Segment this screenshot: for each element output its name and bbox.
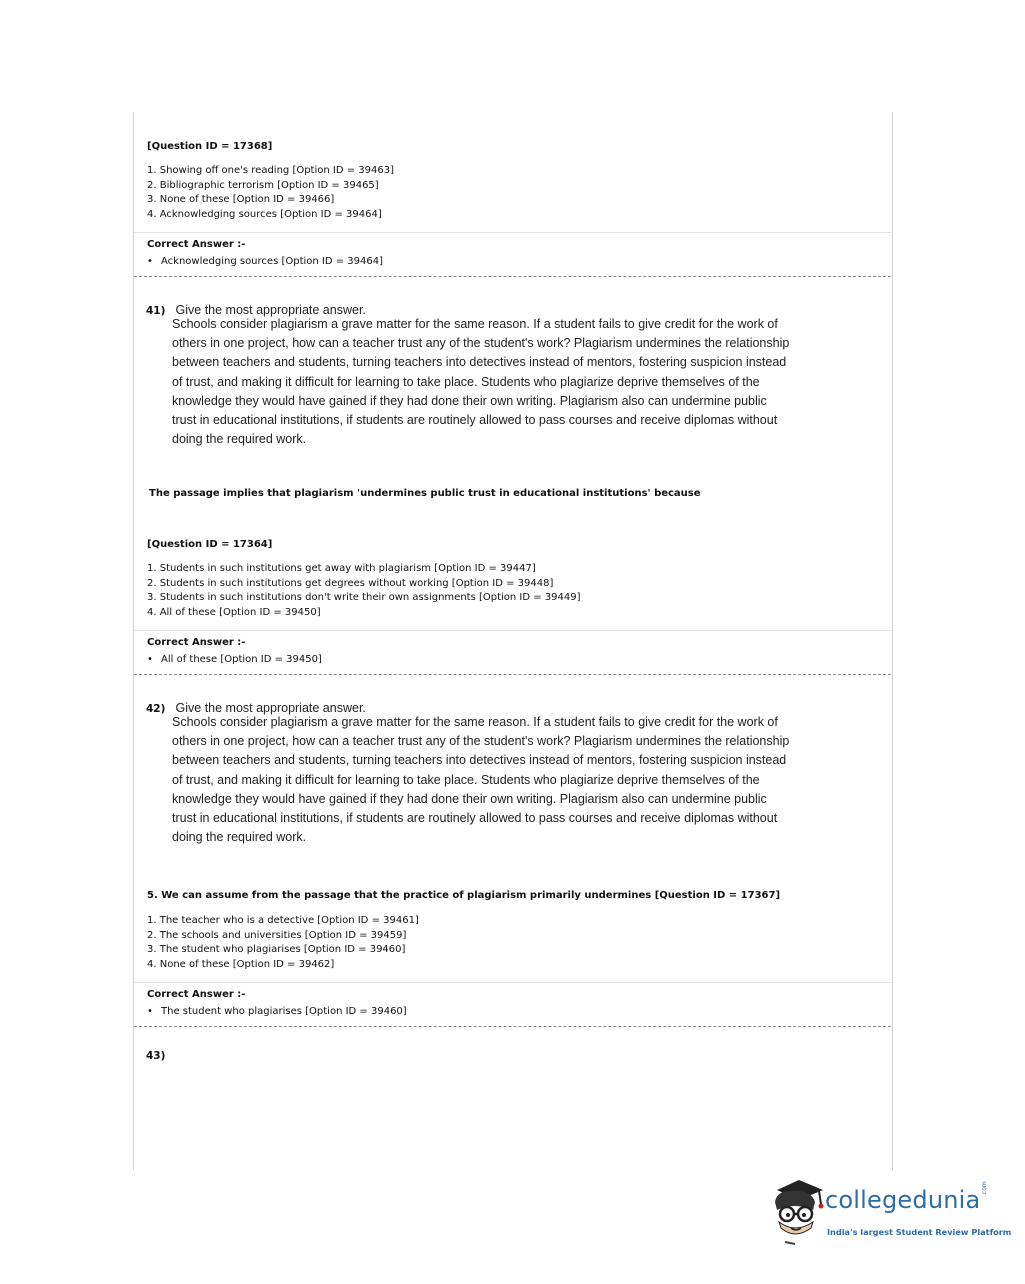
option-3: 3. Students in such institutions don't write their own assignments [Option ID = 39449]: [147, 592, 581, 604]
correct-answer-label: Correct Answer :-: [147, 989, 246, 1000]
option-3: 3. None of these [Option ID = 39466]: [147, 194, 335, 206]
correct-answer-label: Correct Answer :-: [147, 239, 246, 250]
correct-answer: • Acknowledging sources [Option ID = 39464]: [147, 255, 383, 270]
passage-line: between teachers and students, turning teachers into detectives instead of mentors, fostering suspicion instead: [172, 355, 787, 370]
question-id-17368: [Question ID = 17368]: [147, 141, 273, 152]
question-separator: [134, 674, 891, 675]
option-4: 4. Acknowledging sources [Option ID = 39464]: [147, 209, 382, 221]
passage-41: [172, 315, 812, 449]
question-separator: [134, 1026, 891, 1027]
passage-line: trust in educational institutions, if students are routinely allowed to pass courses and receive diplomas without: [172, 811, 778, 826]
passage-line: others in one project, how can a teacher trust any of the student's work? Plagiarism undermines the relationship: [172, 336, 790, 351]
logo-tagline: India's largest Student Review Platform: [827, 1227, 1012, 1237]
question-number: 42): [146, 703, 166, 715]
passage-line: doing the required work.: [172, 432, 307, 447]
option-1: 1. The teacher who is a detective [Option ID = 39461]: [147, 915, 419, 926]
bullet-icon: •: [147, 1006, 153, 1017]
option-2: 2. Students in such institutions get degrees without working [Option ID = 39448]: [147, 577, 554, 589]
correct-answer-label: Correct Answer :-: [147, 637, 246, 648]
option-4: 4. All of these [Option ID = 39450]: [147, 607, 321, 619]
option-1: 1. Students in such institutions get away with plagiarism [Option ID = 39447]: [147, 563, 536, 574]
passage-line: Schools consider plagiarism a grave matter for the same reason. If a student fails to give credit for the work of: [172, 715, 778, 729]
option-3: 3. The student who plagiarises [Option ID = 39460]: [147, 944, 406, 956]
passage-42: [172, 713, 812, 847]
question-separator: [134, 276, 891, 277]
options-list: [147, 164, 394, 223]
question-prompt: The passage implies that plagiarism 'undermines public trust in educational institutions' because: [149, 488, 701, 499]
mascot-icon: [765, 1176, 827, 1246]
option-1: 1. Showing off one's reading [Option ID = 39463]: [147, 165, 394, 176]
logo-dotcom: .com: [981, 1181, 988, 1196]
bullet-icon: •: [147, 654, 153, 665]
passage-line: Schools consider plagiarism a grave matter for the same reason. If a student fails to give credit for the work of: [172, 317, 778, 331]
question-instruction: Give the most appropriate answer.: [175, 701, 366, 715]
bullet-icon: •: [147, 256, 153, 267]
option-2: 2. Bibliographic terrorism [Option ID = 39465]: [147, 179, 379, 191]
option-4: 4. None of these [Option ID = 39462]: [147, 959, 335, 971]
option-2: 2. The schools and universities [Option ID = 39459]: [147, 929, 407, 941]
passage-line: of trust, and making it difficult for learning to take place. Students who plagiarize deprive themselves of the: [172, 772, 760, 787]
passage-line: knowledge they would have gained if they had done their own writing. Plagiarism also can undermine public: [172, 791, 767, 806]
passage-line: knowledge they would have gained if they had done their own writing. Plagiarism also can undermine public: [172, 393, 767, 408]
options-list: [147, 562, 581, 621]
question-instruction: Give the most appropriate answer.: [175, 303, 366, 317]
passage-line: others in one project, how can a teacher trust any of the student's work? Plagiarism undermines the relationship: [172, 734, 790, 749]
correct-answer: • The student who plagiarises [Option ID = 39460]: [147, 1005, 407, 1020]
passage-line: trust in educational institutions, if students are routinely allowed to pass courses and receive diplomas without: [172, 413, 778, 428]
passage-line: doing the required work.: [172, 830, 307, 845]
correct-answer: • All of these [Option ID = 39450]: [147, 653, 322, 668]
question-prompt: 5. We can assume from the passage that the practice of plagiarism primarily undermines [Question ID = 17367]: [147, 890, 781, 901]
divider: [134, 982, 891, 983]
divider: [134, 630, 891, 631]
divider: [134, 232, 891, 233]
question-number: 43): [146, 1050, 166, 1062]
question-number: 41): [146, 305, 166, 317]
passage-line: between teachers and students, turning teachers into detectives instead of mentors, fostering suspicion instead: [172, 753, 787, 768]
logo-wordmark: collegedunia: [825, 1186, 981, 1214]
options-list: [147, 914, 419, 973]
passage-line: of trust, and making it difficult for learning to take place. Students who plagiarize deprive themselves of the: [172, 374, 760, 389]
collegedunia-logo: [765, 1176, 1012, 1248]
question-id-17364: [Question ID = 17364]: [147, 539, 273, 550]
